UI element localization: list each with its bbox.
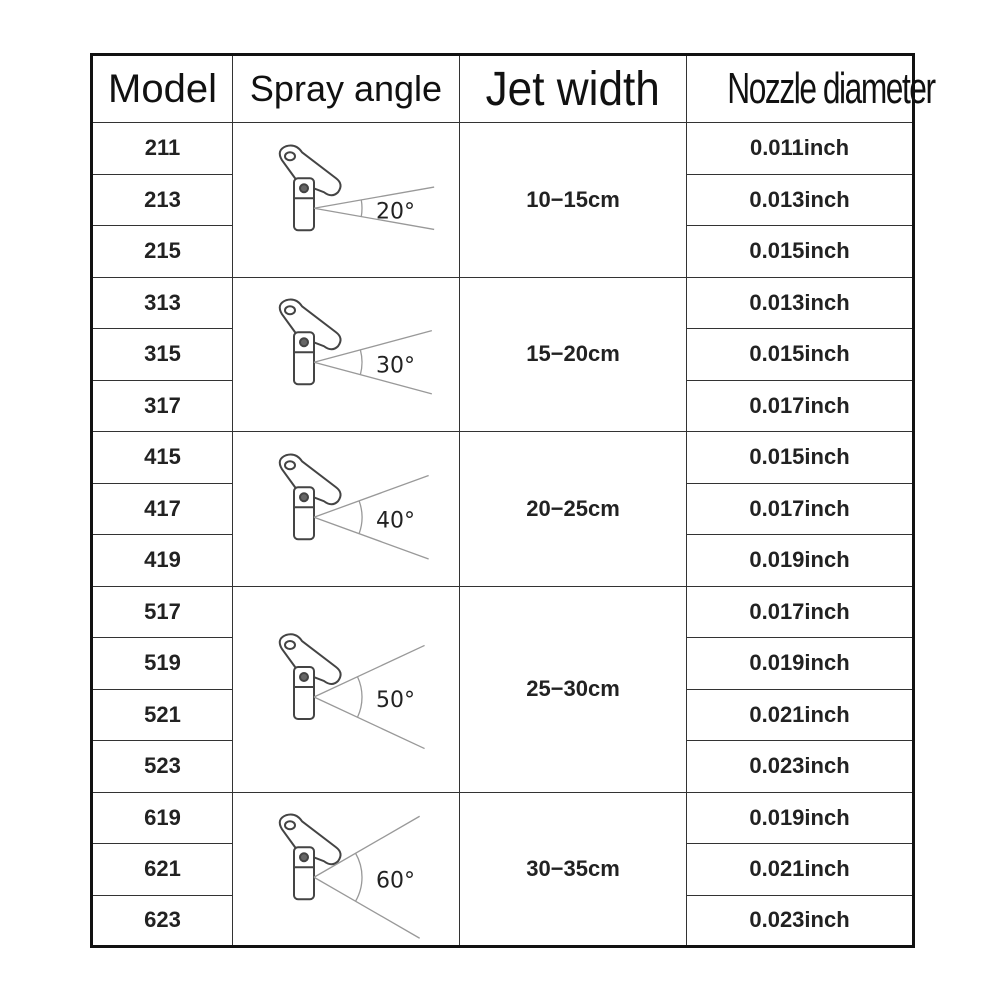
nozzle-diameter-cell: 0.015inch: [687, 432, 914, 484]
header-spray-angle: Spray angle: [233, 55, 460, 123]
nozzle-diameter-cell: 0.017inch: [687, 380, 914, 432]
table-row: [92, 123, 914, 175]
header-row: [92, 55, 914, 123]
jet-width-cell: 10−15cm: [460, 123, 687, 278]
spray-tip-hole: [285, 306, 295, 314]
jet-width-cell: 20−25cm: [460, 432, 687, 587]
nozzle-diameter-cell: 0.021inch: [687, 689, 914, 741]
nozzle-diameter-cell: 0.023inch: [687, 741, 914, 793]
model-cell: 211: [92, 123, 233, 175]
spray-angle-cell: [233, 277, 460, 432]
nozzle-diameter-cell: 0.015inch: [687, 329, 914, 381]
spray-tip-icon: [246, 594, 446, 784]
table-row: [92, 432, 914, 484]
table-row: [92, 586, 914, 638]
header-nozzle-diameter-label: Nozzle diameter: [727, 64, 935, 113]
nozzle-diameter-cell: 0.013inch: [687, 277, 914, 329]
nozzle-diameter-cell: 0.013inch: [687, 174, 914, 226]
table-body: [92, 123, 914, 947]
spec-table: [90, 53, 935, 948]
spray-angle-arc: [358, 677, 362, 718]
model-cell: 417: [92, 483, 233, 535]
spray-tip-nozzle: [300, 673, 308, 681]
jet-width-cell: 15−20cm: [460, 277, 687, 432]
spray-tip-drawing: [280, 814, 341, 899]
table-row: [92, 792, 914, 844]
nozzle-diameter-cell: 0.019inch: [687, 792, 914, 844]
header-jet-width: [460, 55, 687, 123]
model-cell: 415: [92, 432, 233, 484]
spray-angle-label: 60°: [376, 867, 415, 893]
spray-angle-cell: [233, 432, 460, 587]
model-cell: 317: [92, 380, 233, 432]
spray-tip-drawing: [280, 454, 341, 539]
nozzle-diameter-cell: 0.015inch: [687, 226, 914, 278]
spray-tip-drawing: [280, 634, 341, 719]
spray-tip-nozzle: [300, 184, 308, 192]
spray-tip-icon: [246, 435, 446, 584]
spray-tip-drawing: [280, 145, 341, 230]
spray-tip-hole: [285, 461, 295, 469]
spray-tip-nozzle: [300, 493, 308, 501]
nozzle-diameter-cell: 0.017inch: [687, 483, 914, 535]
nozzle-diameter-cell: 0.019inch: [687, 638, 914, 690]
spray-angle-arc: [356, 853, 362, 901]
nozzle-diameter-cell: 0.019inch: [687, 535, 914, 587]
model-cell: 519: [92, 638, 233, 690]
jet-width-cell: 30−35cm: [460, 792, 687, 947]
spray-angle-label: 30°: [376, 353, 415, 379]
spray-angle-cell: [233, 586, 460, 792]
spray-angle-arc: [359, 500, 362, 533]
model-cell: 419: [92, 535, 233, 587]
nozzle-diameter-cell: 0.023inch: [687, 895, 914, 947]
header-model: Model: [92, 55, 233, 123]
spray-tip-drawing: [280, 300, 341, 385]
model-cell: 521: [92, 689, 233, 741]
header-nozzle-diameter: [687, 55, 935, 123]
nozzle-diameter-cell: 0.017inch: [687, 586, 914, 638]
spray-tip-hole: [285, 152, 295, 160]
header-jet-width-label: Jet width: [485, 62, 661, 116]
spray-tip-icon: [246, 126, 446, 275]
spray-tip-icon: [246, 280, 446, 429]
model-cell: 619: [92, 792, 233, 844]
jet-width-cell: 25−30cm: [460, 586, 687, 792]
spray-fan-lower-edge: [314, 208, 434, 229]
spray-tip-hole: [285, 821, 295, 829]
spray-angle-cell: [233, 123, 460, 278]
spray-angle-cell: [233, 792, 460, 947]
model-cell: 621: [92, 844, 233, 896]
spray-angle-label: 20°: [376, 198, 415, 224]
model-cell: 213: [92, 174, 233, 226]
spray-tip-icon: [246, 795, 446, 944]
model-cell: 523: [92, 741, 233, 793]
spray-angle-label: 50°: [376, 688, 415, 713]
spray-tip-hole: [285, 641, 295, 649]
model-cell: 315: [92, 329, 233, 381]
model-cell: 623: [92, 895, 233, 947]
spray-angle-arc: [361, 199, 362, 216]
spray-tip-nozzle: [300, 338, 308, 346]
table-row: [92, 277, 914, 329]
model-cell: 215: [92, 226, 233, 278]
spray-angle-arc: [360, 350, 362, 375]
spray-angle-label: 40°: [376, 507, 415, 533]
model-cell: 313: [92, 277, 233, 329]
nozzle-diameter-cell: 0.021inch: [687, 844, 914, 896]
nozzle-diameter-cell: 0.011inch: [687, 123, 914, 175]
model-cell: 517: [92, 586, 233, 638]
spray-tip-nozzle: [300, 853, 308, 861]
